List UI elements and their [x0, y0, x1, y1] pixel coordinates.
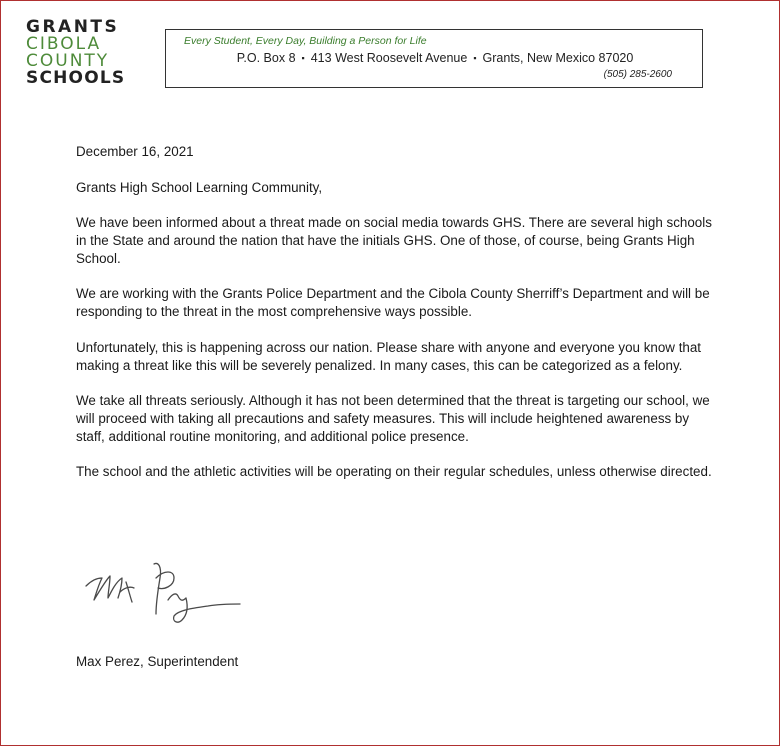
- logo-line-schools: SCHOOLS: [26, 68, 126, 88]
- letter-salutation: Grants High School Learning Community,: [76, 179, 323, 195]
- letterhead-address: [166, 51, 704, 65]
- logo-line-county: COUNTY: [26, 51, 110, 71]
- letter-paragraph: The school and the athletic activities will be operating on their regular schedules, unless otherwise directed.: [76, 464, 712, 480]
- letter-paragraph: Unfortunately, this is happening across our nation. Please share with anyone and everyone you know that making a threat like this will be severely penalized. In many cases, this can be categorized as a felony.: [76, 339, 702, 373]
- signatory-name: Max Perez, Superintendent: [76, 654, 239, 669]
- letter-paragraph: We are working with the Grants Police Department and the Cibola County Sherriff’s Department and will be responding to the threat in the most comprehensive ways possible.: [76, 286, 710, 320]
- letter-date: December 16, 2021: [76, 144, 194, 159]
- address-separator: ▪: [301, 53, 305, 63]
- letter-body: [76, 143, 716, 499]
- letterhead-motto: Every Student, Every Day, Building a Person for Life: [184, 35, 427, 47]
- address-separator: ▪: [473, 53, 477, 63]
- handwritten-signature: [84, 556, 254, 636]
- letter-paragraph: We take all threats seriously. Although it has not been determined that the threat is targeting our school, we will proceed with taking all precautions and safety measures. This will include heightened awareness by staff, additional routine monitoring, and additional police presence.: [76, 393, 710, 444]
- district-logo: [26, 19, 125, 87]
- address-city: Grants, New Mexico 87020: [482, 51, 634, 65]
- logo-line-cibola: CIBOLA: [26, 34, 102, 54]
- letter-paragraph: We have been informed about a threat made on social media towards GHS. There are several high schools in the State and around the nation that have the initials GHS. One of those, of course, being Grants High School.: [76, 215, 712, 266]
- address-street: 413 West Roosevelt Avenue: [310, 51, 468, 65]
- letterhead-phone: (505) 285-2600: [603, 69, 672, 80]
- address-po-box: P.O. Box 8: [236, 51, 296, 65]
- letterhead-box: [165, 29, 703, 88]
- logo-line-grants: GRANTS: [26, 17, 120, 37]
